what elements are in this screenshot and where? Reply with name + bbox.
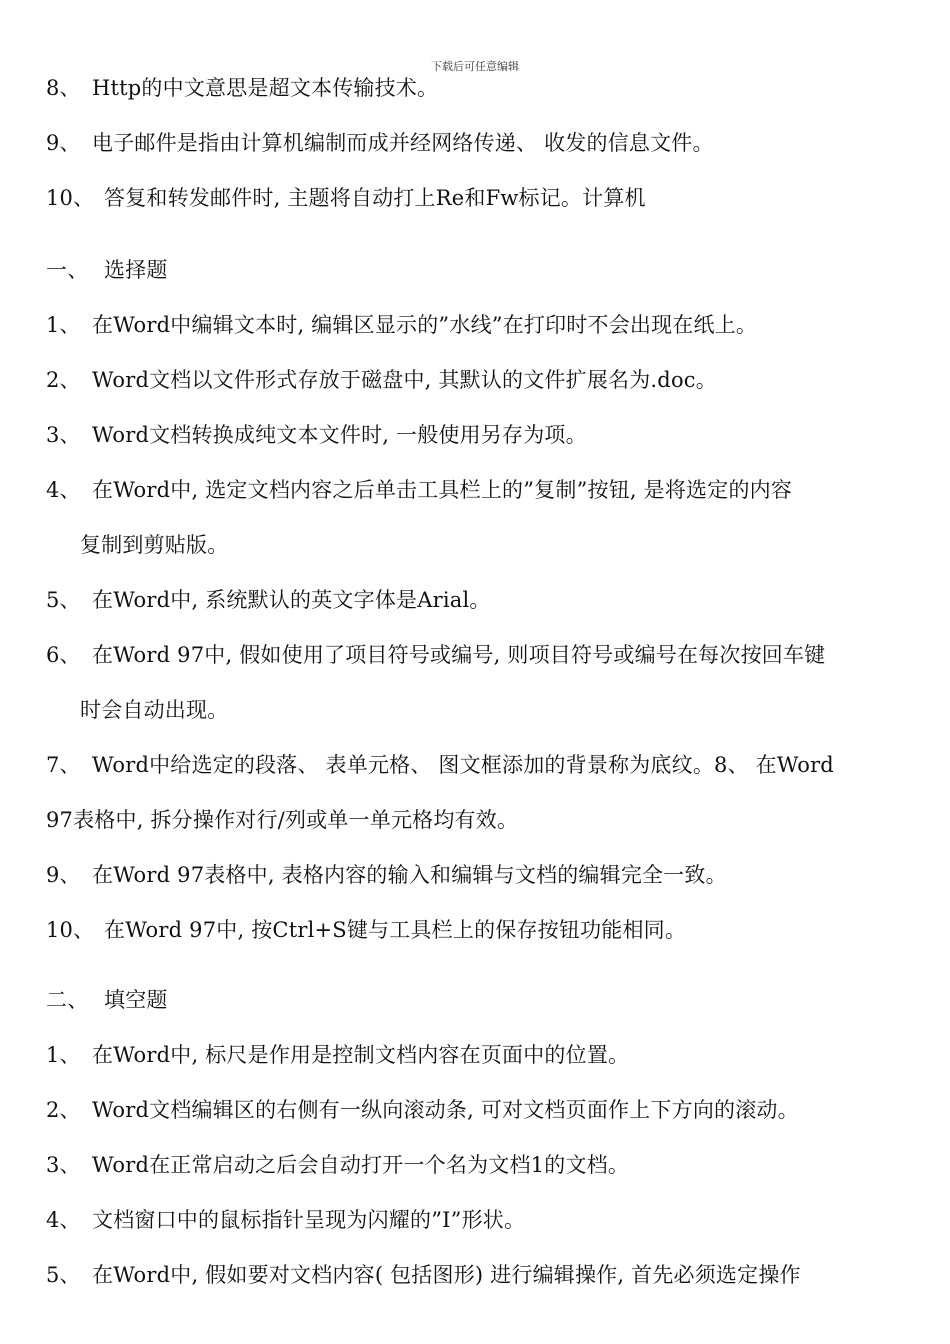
list-item-choice-8-continued [46, 806, 916, 834]
list-item-choice-4 [46, 476, 916, 504]
list-item-choice-5 [46, 586, 916, 614]
list-item-fill-1 [46, 1041, 916, 1069]
item-text: 在Word中, 选定文档内容之后单击工具栏上的”复制”按钮, 是将选定的内容 [92, 478, 793, 502]
item-text: 在Word中, 标尺是作用是控制文档内容在页面中的位置。 [92, 1043, 630, 1067]
item-text: 在Word中, 假如要对文档内容( 包括图形) 进行编辑操作, 首先必须选定操作 [92, 1263, 801, 1287]
item-number: 9、 [46, 131, 81, 155]
list-item-tf-9 [46, 129, 916, 157]
item-text: 文档窗口中的鼠标指针呈现为闪耀的”I”形状。 [92, 1208, 526, 1232]
item-text: Word文档以文件形式存放于磁盘中, 其默认的文件扩展名为.doc。 [92, 368, 717, 392]
list-item-tf-10 [46, 184, 916, 212]
item-text: 在Word中编辑文本时, 编辑区显示的”水线”在打印时不会出现在纸上。 [92, 313, 758, 337]
section-heading-fill [46, 986, 916, 1014]
list-item-fill-2 [46, 1096, 916, 1124]
item-text: 答复和转发邮件时, 主题将自动打上Re和Fw标记。计算机 [104, 186, 646, 210]
section-title: 选择题 [104, 258, 168, 282]
item-text: 电子邮件是指由计算机编制而成并经网络传递、 收发的信息文件。 [92, 131, 714, 155]
item-number: 5、 [46, 588, 81, 612]
item-text: 在Word中, 系统默认的英文字体是Arial。 [92, 588, 491, 612]
item-number: 10、 [46, 918, 95, 942]
item-number: 1、 [46, 313, 81, 337]
list-item-choice-6-continued [80, 696, 950, 724]
list-item-choice-6 [46, 641, 916, 669]
list-item-fill-4 [46, 1206, 916, 1234]
item-text: 在Word 97中, 按Ctrl+S键与工具栏上的保存按钮功能相同。 [104, 918, 687, 942]
item-number: 5、 [46, 1263, 81, 1287]
list-item-fill-5 [46, 1261, 916, 1289]
item-number: 4、 [46, 478, 81, 502]
header-note: 下载后可任意编辑 [431, 60, 519, 73]
item-text: 复制到剪贴版。 [80, 533, 229, 557]
item-number: 10、 [46, 186, 95, 210]
item-text: 在Word 97中, 假如使用了项目符号或编号, 则项目符号或编号在每次按回车键 [92, 643, 826, 667]
item-number: 3、 [46, 423, 81, 447]
section-number: 一、 [46, 258, 89, 282]
list-item-tf-8 [46, 74, 916, 102]
item-number: 8、 [46, 76, 81, 100]
item-number: 2、 [46, 368, 81, 392]
list-item-choice-9 [46, 861, 916, 889]
item-number: 6、 [46, 643, 81, 667]
list-item-choice-10 [46, 916, 916, 944]
item-number: 7、 [46, 753, 81, 777]
list-item-choice-2 [46, 366, 916, 394]
item-number: 3、 [46, 1153, 81, 1177]
item-text: 97表格中, 拆分操作对行/列或单一单元格均有效。 [46, 808, 519, 832]
section-title: 填空题 [104, 988, 168, 1012]
item-text: 时会自动出现。 [80, 698, 229, 722]
item-text: 在Word 97表格中, 表格内容的输入和编辑与文档的编辑完全一致。 [92, 863, 727, 887]
list-item-choice-3 [46, 421, 916, 449]
item-text: Http的中文意思是超文本传输技术。 [92, 76, 439, 100]
list-item-fill-3 [46, 1151, 916, 1179]
item-text: Word文档转换成纯文本文件时, 一般使用另存为项。 [92, 423, 587, 447]
item-text: Word文档编辑区的右侧有一纵向滚动条, 可对文档页面作上下方向的滚动。 [92, 1098, 799, 1122]
item-text: Word中给选定的段落、 表单元格、 图文框添加的背景称为底纹。8、 在Word [92, 753, 834, 777]
list-item-choice-1 [46, 311, 916, 339]
item-number: 1、 [46, 1043, 81, 1067]
section-heading-choice [46, 256, 916, 284]
item-number: 9、 [46, 863, 81, 887]
item-number: 4、 [46, 1208, 81, 1232]
list-item-choice-4-continued [80, 531, 950, 559]
list-item-choice-7 [46, 751, 916, 779]
item-number: 2、 [46, 1098, 81, 1122]
item-text: Word在正常启动之后会自动打开一个名为文档1的文档。 [92, 1153, 630, 1177]
section-number: 二、 [46, 988, 89, 1012]
